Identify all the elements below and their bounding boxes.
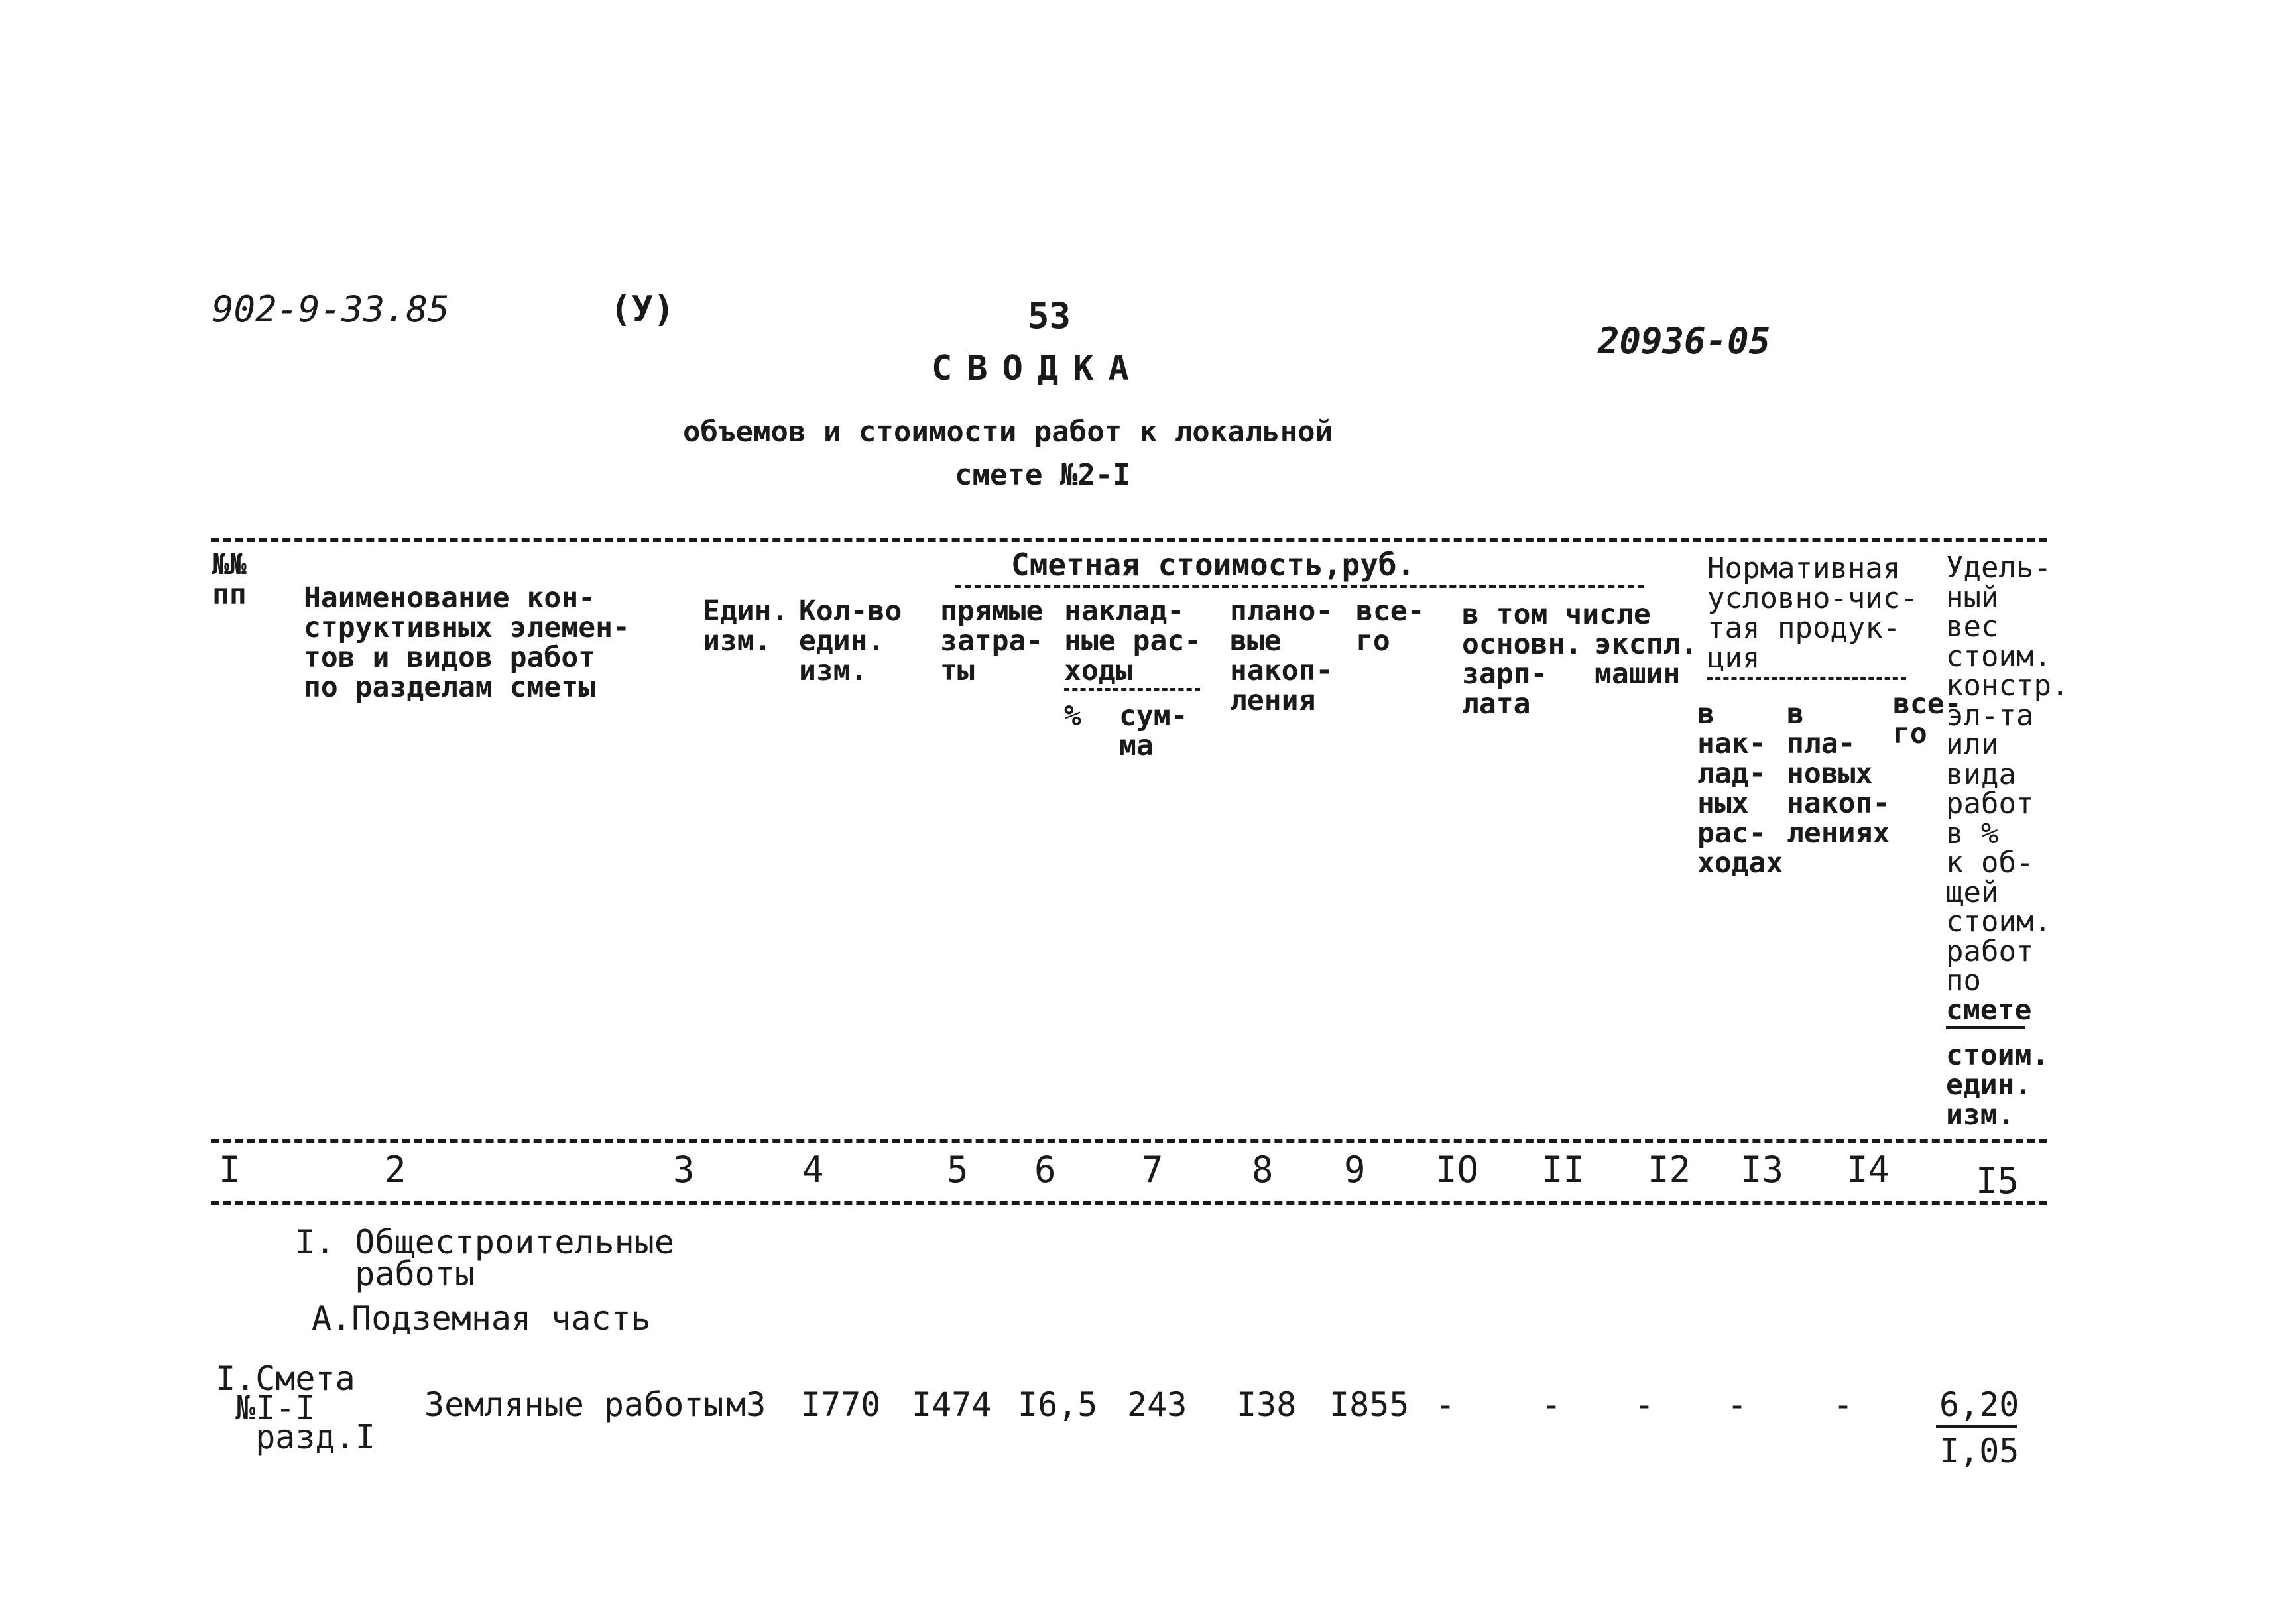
row-norm-planned: -	[1833, 1385, 1854, 1424]
header-share-underlined: смете	[1946, 994, 2032, 1027]
overhead-rule	[1064, 688, 1200, 691]
column-number: 6	[1034, 1149, 1056, 1190]
share-underline	[1946, 1026, 2025, 1029]
row-name: Земляные работы	[424, 1385, 724, 1424]
header-unit: Един. изм.	[703, 595, 789, 658]
header-name: Наименование кон- структивных элемен- тов и видов работ по разделам сметы	[304, 581, 630, 704]
header-norm-total: все- го	[1893, 687, 1962, 750]
row-col12: -	[1634, 1385, 1655, 1424]
header-salary: основн. зарп- лата	[1462, 628, 1583, 721]
header-nn: №№ пп	[212, 548, 247, 611]
header-norm-overhead: в нак- лад- ных рас- ходах	[1697, 697, 1783, 880]
header-share-unit: стоим. един. изм.	[1946, 1039, 2049, 1131]
column-number: I3	[1740, 1149, 1784, 1190]
column-number: II	[1541, 1149, 1585, 1190]
row-planned: I38	[1236, 1385, 1297, 1424]
version-mark: (У)	[610, 288, 675, 330]
share-fraction-bar	[1936, 1425, 2017, 1428]
page-subtitle-line2: смете №2-I	[955, 458, 1130, 492]
document-code: 20936-05	[1598, 320, 1771, 362]
column-number: 5	[947, 1149, 969, 1190]
header-overhead-sum: сум- ма	[1119, 699, 1188, 762]
header-planned: плано- вые накоп- ления	[1230, 595, 1333, 717]
header-direct: прямые затра- ты	[940, 595, 1044, 687]
row-norm-overhead: -	[1727, 1385, 1748, 1424]
row-machines: -	[1541, 1385, 1562, 1424]
column-number: 2	[385, 1149, 406, 1190]
column-number: 7	[1142, 1149, 1164, 1190]
header-incl-group: в том числе	[1462, 598, 1651, 631]
header-overhead: наклад- ные рас- ходы	[1064, 595, 1202, 687]
column-number: I5	[1976, 1160, 2019, 1202]
header-overhead-pct: %	[1064, 699, 1081, 732]
header-qty: Кол-во един. изм.	[799, 595, 902, 687]
norm-group-rule	[1707, 677, 1906, 680]
column-number: 3	[673, 1149, 695, 1190]
column-numbers-bottom-rule	[211, 1201, 2047, 1205]
header-machines: экспл. машин	[1595, 628, 1698, 691]
series-code: 902-9-33.85	[212, 288, 450, 330]
row-direct: I474	[912, 1385, 992, 1424]
cost-group-rule	[955, 585, 1644, 588]
page-title: СВОДКА	[932, 349, 1144, 388]
page-subtitle-line1: объемов и стоимости работ к локальной	[683, 415, 1333, 449]
column-number: IO	[1435, 1149, 1479, 1190]
header-norm-planned: в пла- новых накоп- лениях	[1787, 697, 1890, 850]
column-number: I	[219, 1149, 241, 1190]
section-subtitle: А.Подземная часть	[312, 1299, 651, 1338]
column-number: 8	[1252, 1149, 1274, 1190]
row-ref: I.Смета №I-I разд.I	[215, 1360, 375, 1456]
section-title: I. Общестроительные работы	[295, 1223, 674, 1293]
row-overhead-sum: 243	[1127, 1385, 1187, 1424]
row-unit: м3	[726, 1385, 766, 1424]
column-number: 9	[1344, 1149, 1366, 1190]
column-number: I2	[1648, 1149, 1691, 1190]
column-number: 4	[802, 1149, 824, 1190]
page-number: 53	[1028, 295, 1071, 337]
column-number: I4	[1846, 1149, 1890, 1190]
header-share: Удель- ный вес стоим. констр. эл-та или вида работ в % к об- щей стоим. работ по	[1946, 551, 2069, 998]
header-total: все- го	[1356, 595, 1425, 658]
row-share: 6,20	[1939, 1385, 2019, 1424]
row-overhead-pct: I6,5	[1018, 1385, 1098, 1424]
row-total: I855	[1329, 1385, 1410, 1424]
header-cost-group: Сметная стоимость,руб.	[1011, 547, 1415, 583]
row-salary: -	[1435, 1385, 1456, 1424]
row-unit-cost: I,05	[1939, 1432, 2019, 1470]
column-numbers-top-rule	[211, 1139, 2047, 1143]
table-top-rule	[211, 538, 2047, 542]
header-norm-group: Нормативная условно-чис- тая продук- ция	[1707, 551, 1918, 675]
row-qty: I770	[801, 1385, 881, 1424]
